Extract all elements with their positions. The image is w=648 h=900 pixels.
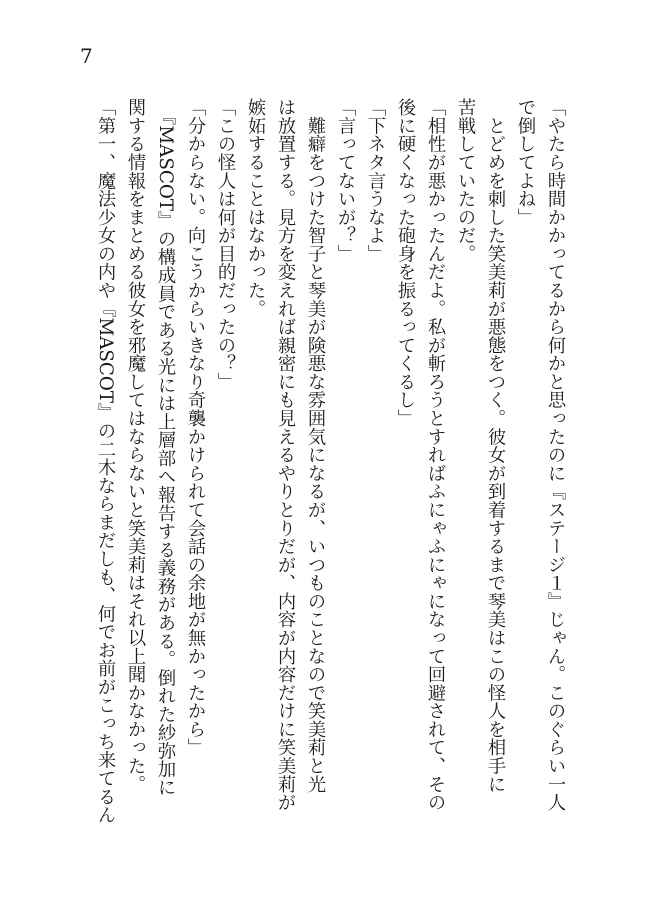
text-line: は放置する。見方を変えれば親密にも見えるやりとりだが、内容が内容だけに笑美莉が	[275, 98, 296, 812]
text-line: 「相性が悪かったんだよ。私が斬ろうとすればふにゃふにゃになって回避されて、その	[425, 98, 446, 812]
page-number: 7	[80, 44, 93, 68]
text-line: 難癖をつけた智子と琴美が険悪な雰囲気になるが、いつものことなので笑美莉と光	[305, 98, 326, 794]
text-line: 「第一、魔法少女の内や『MASCOT』の二木ならまだしも、何でお前がこっち来てるん	[95, 98, 116, 824]
text-line: 「この怪人は何が目的だったの？」	[215, 98, 236, 391]
text-line: 「やたら時間かかってるから何かと思ったのに『ステージ１』じゃん。このぐらい一人	[545, 98, 566, 812]
text-line: 後に硬くなった砲身を振るってくるし」	[395, 98, 416, 428]
text-line: 嫉妬することはなかった。	[245, 98, 266, 318]
text-line: 『MASCOT』の構成員である光には上層部へ報告する義務がある。倒れた紗弥加に	[155, 98, 176, 797]
vertical-text-body	[60, 98, 570, 868]
text-line: 「下ネタ言うなよ」	[365, 98, 386, 263]
text-line: 「分からない。向こうからいきなり奇襲かけられて会話の余地が無かったから」	[185, 98, 206, 757]
text-line: 「言ってないが？」	[335, 98, 356, 263]
text-line: とどめを刺した笑美莉が悪態をつく。彼女が到着するまで琴美はこの怪人を相手に	[485, 98, 506, 794]
text-line: 苦戦していたのだ。	[455, 98, 476, 263]
text-line: 関する情報をまとめる彼女を邪魔してはならないと笑美莉はそれ以上聞かなかった。	[125, 98, 146, 794]
text-line: で倒してよね」	[515, 98, 536, 227]
